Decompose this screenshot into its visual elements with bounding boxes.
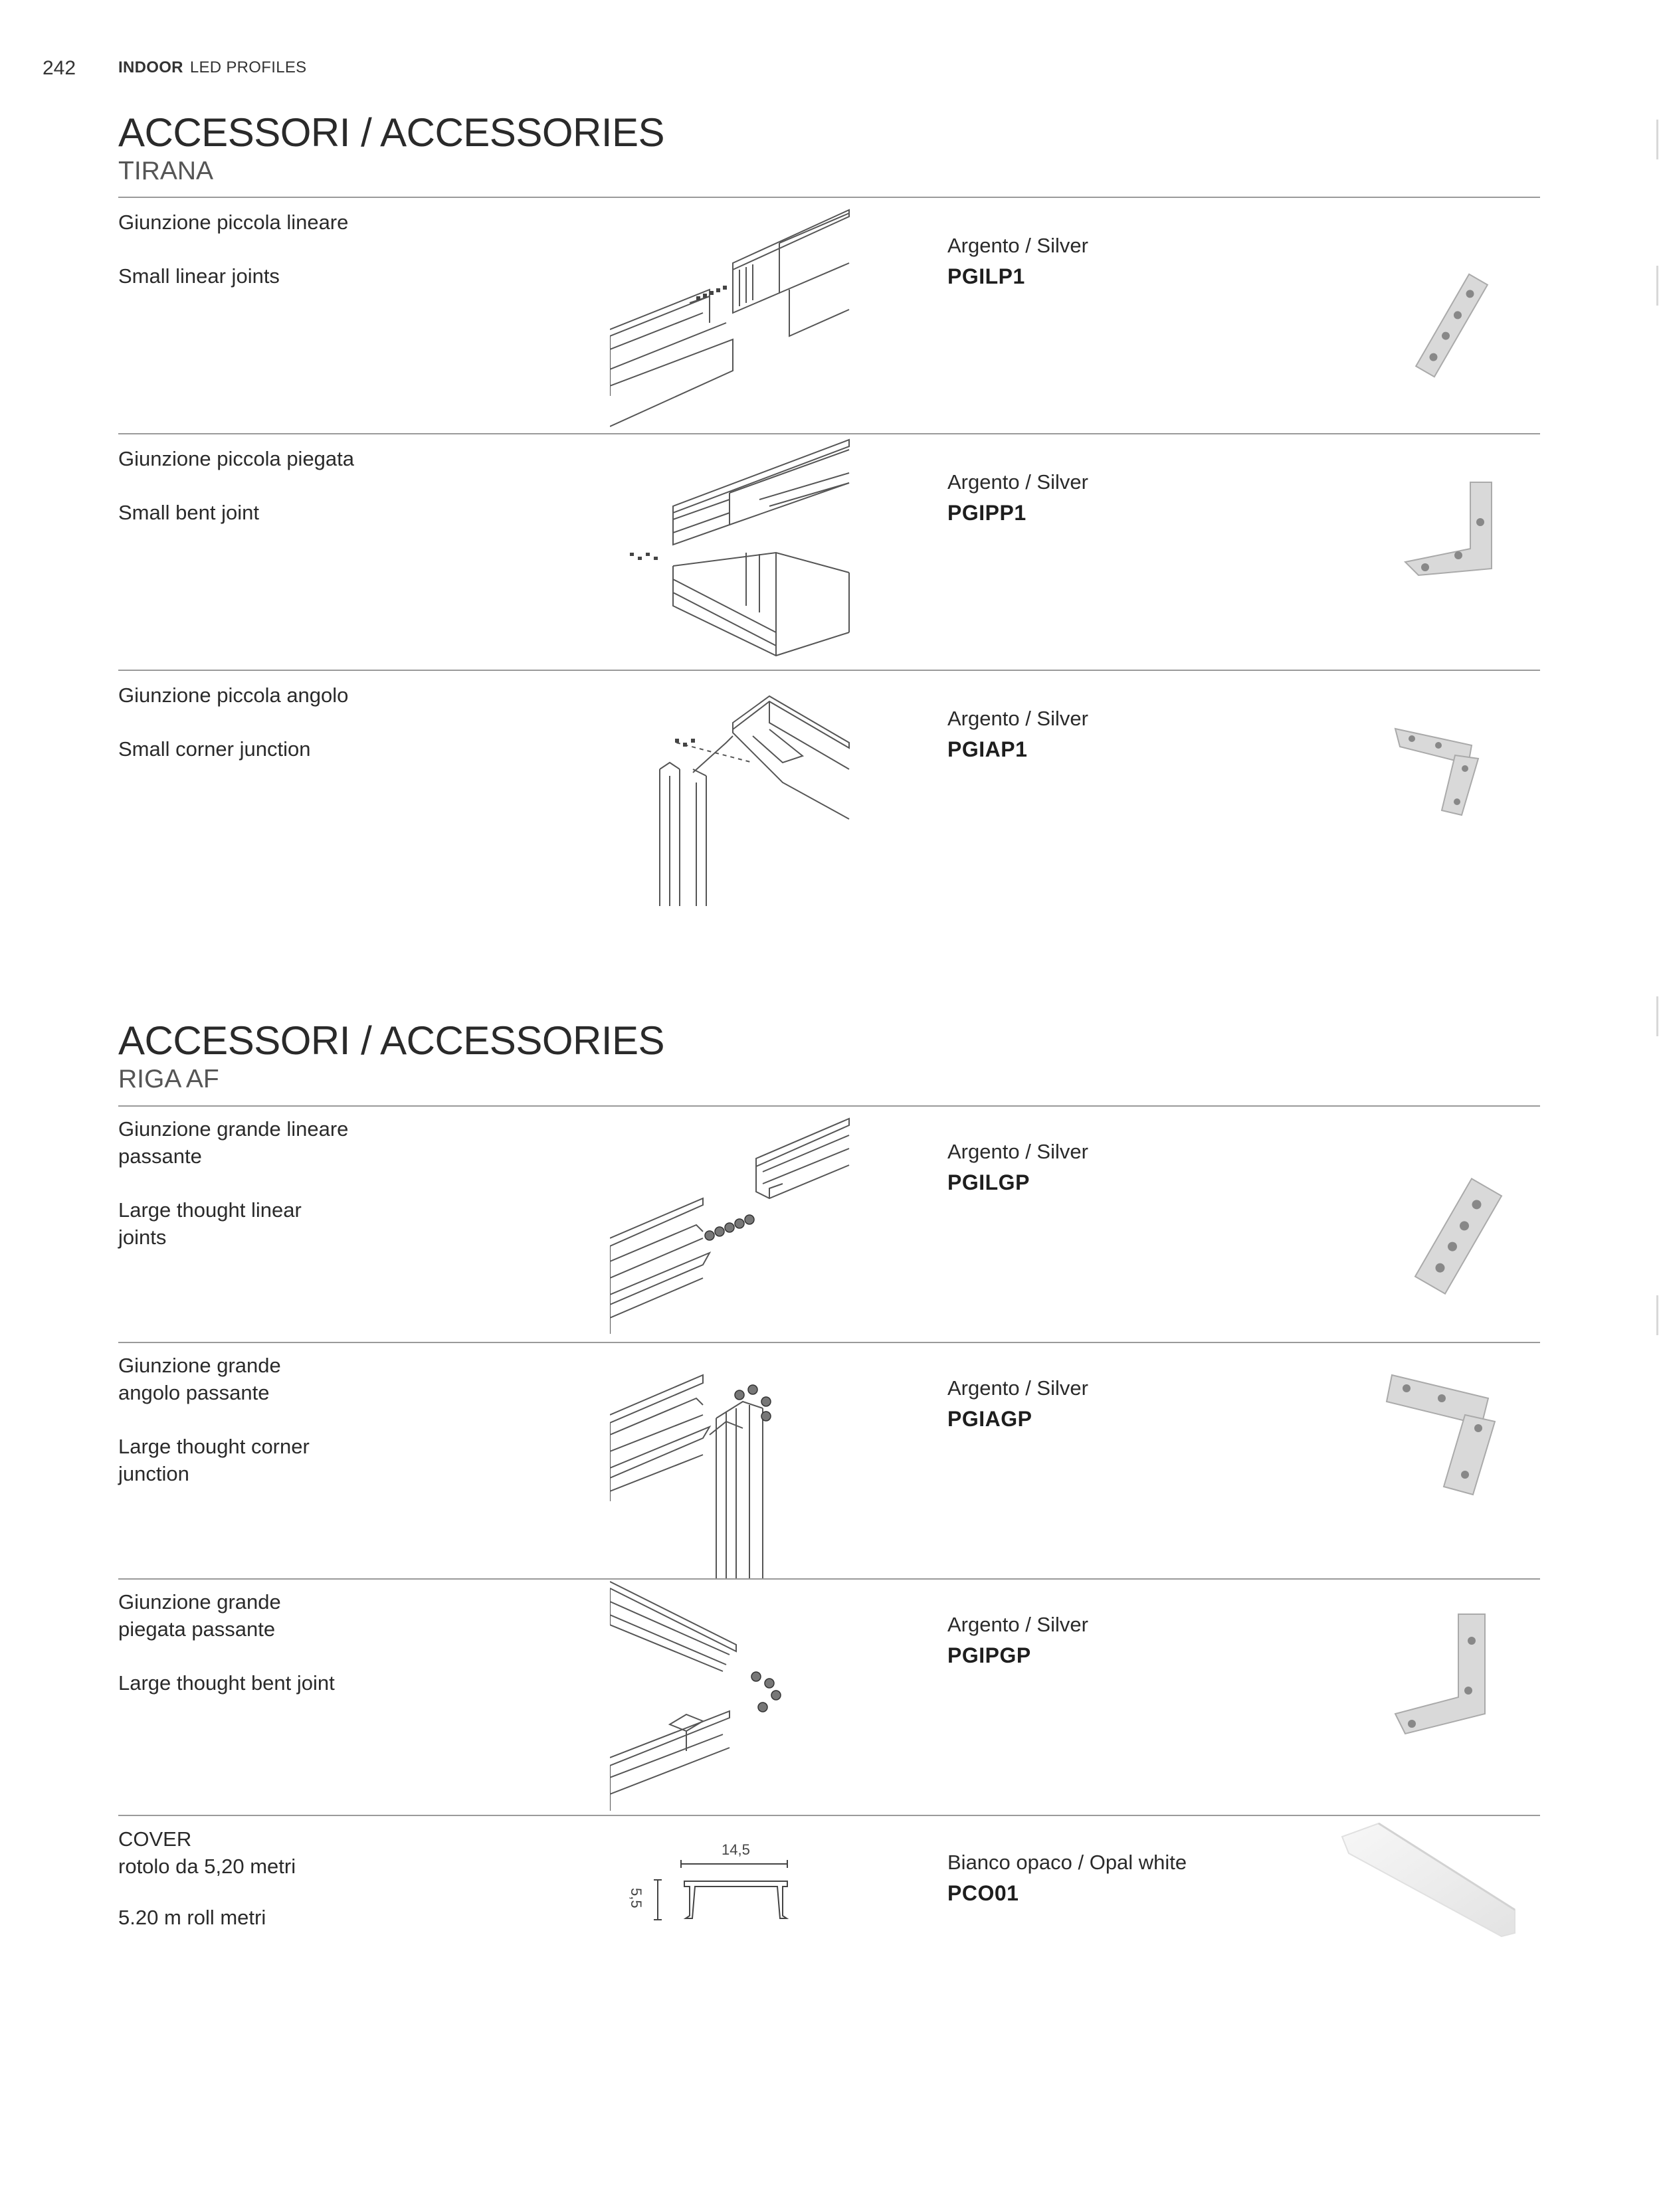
name-italian-line-2: piegata passante [118, 1617, 276, 1641]
name-italian-line-2: angolo passante [118, 1381, 270, 1404]
name-italian-line-2: rotolo da 5,20 metri [118, 1855, 296, 1878]
name-italian-line-1: Giunzione grande [118, 1354, 281, 1377]
bent-joint-drawing [610, 433, 852, 670]
large-linear-joint-photo [1359, 1140, 1538, 1339]
corner-junction-drawing [610, 670, 852, 906]
finish-label: Bianco opaco / Opal white [947, 1851, 1187, 1874]
product-code: PGIPGP [947, 1643, 1031, 1667]
name-italian-line-2: passante [118, 1145, 202, 1168]
bent-joint-photo [1359, 469, 1538, 668]
name-english: Small bent joint [118, 501, 259, 524]
section-subtitle-riga-af: RIGA AF [118, 1065, 219, 1093]
section-title-riga-af: ACCESSORI / ACCESSORIES [118, 1018, 665, 1063]
product-code: PGIAP1 [947, 737, 1028, 761]
name-english-line-1: Large thought corner [118, 1435, 310, 1458]
cover-section-shape [638, 1833, 804, 1933]
product-description [118, 1825, 490, 1931]
name-italian: Giunzione piccola angolo [118, 684, 349, 707]
name-english: Large thought bent joint [118, 1671, 335, 1695]
section-title-tirana: ACCESSORI / ACCESSORIES [118, 110, 665, 155]
product-description [118, 445, 490, 526]
name-italian-line-1: Giunzione grande [118, 1590, 281, 1613]
finish-label: Argento / Silver [947, 707, 1088, 730]
name-italian-line-1: Giunzione grande lineare [118, 1117, 349, 1141]
dimension-width-label: 14,5 [722, 1841, 750, 1858]
name-english-line-2: joints [118, 1226, 167, 1249]
finish-label: Argento / Silver [947, 1613, 1088, 1636]
finish-label: Argento / Silver [947, 470, 1088, 494]
header-label [118, 58, 306, 77]
dimension-height-label: 5,5 [628, 1888, 644, 1908]
product-code: PCO01 [947, 1881, 1019, 1905]
large-bent-joint-photo [1359, 1601, 1538, 1800]
large-corner-junction-photo [1359, 1362, 1538, 1561]
row-divider [118, 1815, 1540, 1816]
large-linear-joint-drawing [610, 1105, 852, 1342]
page-edge-mark [1656, 266, 1658, 306]
product-code: PGIAGP [947, 1407, 1032, 1431]
linear-joint-photo [1359, 232, 1538, 432]
section-subtitle-tirana: TIRANA [118, 157, 214, 185]
product-description [118, 682, 490, 763]
cover-profile-drawing [628, 1833, 804, 1933]
cover-photo [1339, 1817, 1538, 1950]
corner-junction-photo [1359, 705, 1538, 905]
page-number: 242 [43, 57, 76, 79]
name-english: 5.20 m roll metri [118, 1906, 266, 1929]
large-corner-junction-drawing [610, 1342, 852, 1578]
name-english: Small corner junction [118, 737, 311, 761]
name-italian: Giunzione piccola piegata [118, 447, 355, 470]
finish-label: Argento / Silver [947, 234, 1088, 257]
product-code: PGILGP [947, 1170, 1030, 1194]
header-category: INDOOR [118, 58, 183, 76]
page-edge-mark [1656, 996, 1658, 1036]
finish-label: Argento / Silver [947, 1376, 1088, 1400]
header-subcategory: LED PROFILES [189, 58, 307, 76]
page-edge-mark [1656, 1295, 1658, 1335]
product-code: PGILP1 [947, 264, 1025, 288]
large-bent-joint-drawing [610, 1578, 852, 1815]
linear-joint-drawing [610, 197, 852, 433]
product-description [118, 1115, 490, 1251]
name-english-line-2: junction [118, 1462, 189, 1485]
name-italian: Giunzione piccola lineare [118, 211, 349, 234]
name-italian-line-1: COVER [118, 1827, 192, 1851]
name-english-line-1: Large thought linear [118, 1198, 302, 1222]
name-english: Small linear joints [118, 264, 280, 288]
product-description [118, 1352, 490, 1487]
product-description [118, 209, 490, 290]
product-description [118, 1588, 490, 1697]
product-code: PGIPP1 [947, 501, 1026, 525]
page-edge-mark [1656, 120, 1658, 159]
finish-label: Argento / Silver [947, 1140, 1088, 1163]
